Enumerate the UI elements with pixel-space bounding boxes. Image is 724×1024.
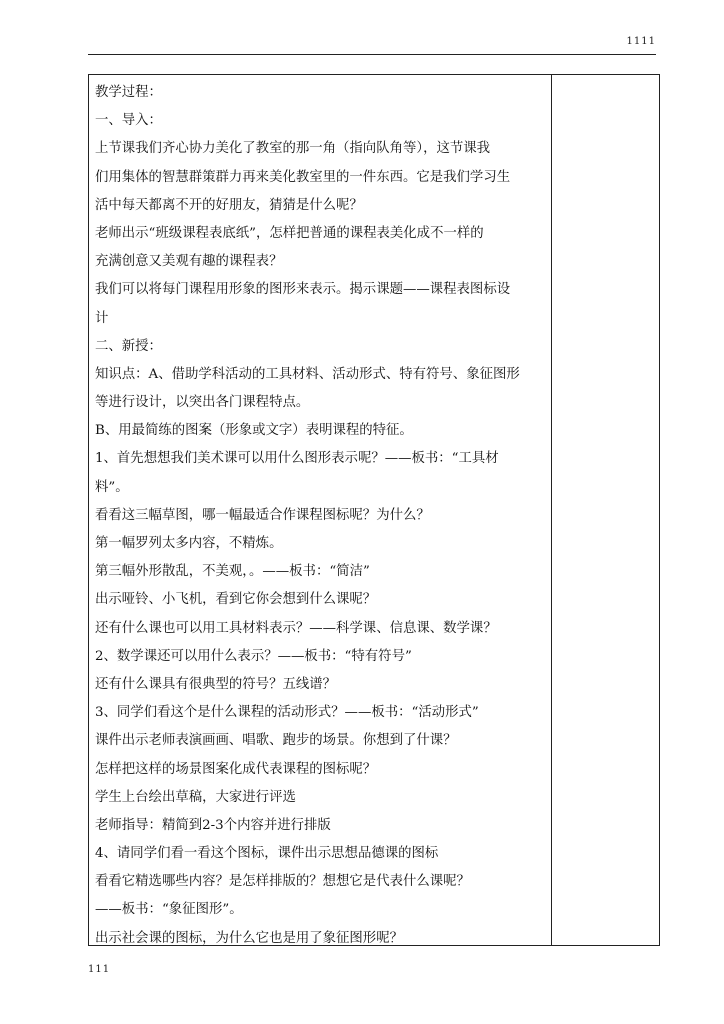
text-line: 二、新授：	[95, 338, 162, 354]
text-line: 1、首先想想我们美术课可以用什么图形表示呢？——板书：“工具材	[95, 451, 499, 467]
text-line: 活中每天都离不开的好朋友，猜猜是什么呢？	[95, 197, 363, 213]
text-line: 学生上台绘出草稿，大家进行评选	[95, 789, 296, 805]
text-line: 出示哑铃、小飞机，看到它你会想到什么课呢？	[95, 592, 377, 608]
teaching-process-cell	[89, 75, 552, 945]
text-line: 2、数学课还可以用什么表示？——板书：“特有符号”	[95, 648, 412, 664]
text-line: 充满创意又美观有趣的课程表？	[95, 254, 283, 270]
text-line: 计	[95, 310, 109, 326]
header-page-number: 1111	[626, 36, 656, 47]
text-line: 3、同学们看这个是什么课程的活动形式？——板书：“活动形式”	[95, 705, 479, 721]
notes-column-cell	[552, 75, 659, 945]
header-divider	[88, 54, 656, 55]
text-line: 等进行设计，以突出各门课程特点。	[95, 395, 310, 411]
text-line: ——板书：“象征图形”。	[95, 902, 243, 918]
text-line: 出示社会课的图标，为什么它也是用了象征图形呢？	[95, 930, 403, 946]
text-line: 还有什么课也可以用工具材料表示？——科学课、信息课、数学课？	[95, 620, 497, 636]
text-line: 教学过程：	[95, 85, 162, 100]
text-line: 看看这三幅草图，哪一幅最适合作课程图标呢？为什么？	[95, 507, 430, 523]
text-line: 老师出示“班级课程表底纸”，怎样把普通的课程表美化成不一样的	[95, 225, 484, 241]
lesson-plan-table	[88, 74, 660, 946]
text-line: 知识点：A、借助学科活动的工具材料、活动形式、特有符号、象征图形	[95, 366, 520, 382]
text-line: 还有什么课具有很典型的符号？五线谱？	[95, 676, 337, 692]
text-line: 怎样把这样的场景图案化成代表课程的图标呢？	[95, 761, 377, 777]
text-line: 老师指导：精简到2-3个内容并进行排版	[95, 817, 331, 833]
text-line: 看看它精选哪些内容？是怎样排版的？想想它是代表什么课呢？	[95, 874, 470, 890]
text-line: 第一幅罗列太多内容，不精炼。	[95, 536, 283, 551]
text-line: 第三幅外形散乱，不美观，。——板书：“简洁”	[95, 564, 370, 580]
footer-page-number: 111	[88, 964, 111, 975]
text-line: 上节课我们齐心协力美化了教室的那一角（指向队角等），这节课我	[95, 141, 491, 157]
text-line: B、用最简练的图案（形象或文字）表明课程的特征。	[95, 423, 413, 439]
text-line: 课件出示老师表演画画、唱歌、跑步的场景。你想到了什课？	[95, 733, 457, 749]
text-line: 一、导入：	[95, 113, 162, 129]
text-line: 料”。	[95, 479, 129, 495]
text-line: 4、请同学们看一看这个图标，课件出示思想品德课的图标	[95, 846, 439, 862]
text-line: 我们可以将每门课程用形象的图形来表示。揭示课题——课程表图标设	[95, 282, 511, 298]
text-line: 们用集体的智慧群策群力再来美化教室里的一件东西。它是我们学习生	[95, 169, 511, 185]
